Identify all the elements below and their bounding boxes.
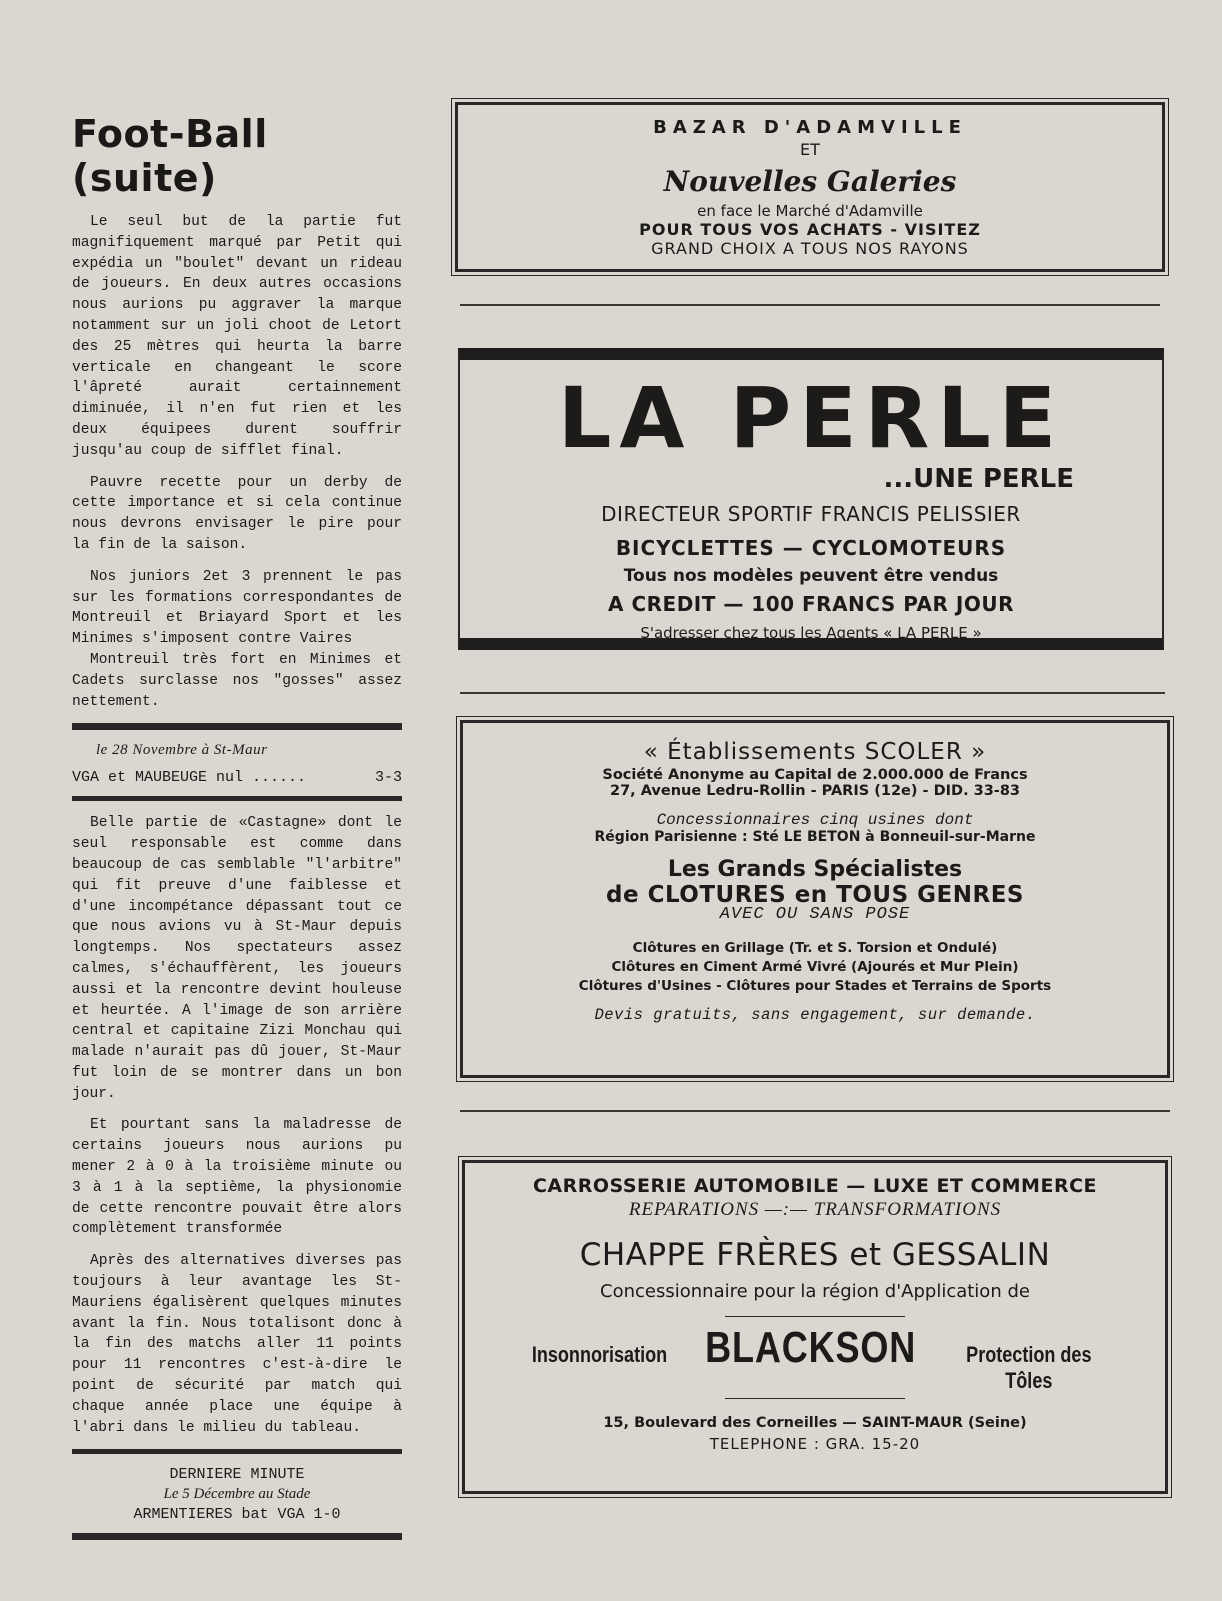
match-result: VGA et MAUBEUGE nul ...... — [72, 769, 307, 787]
ad-text: Clôtures d'Usines - Clôtures pour Stades et Terrains de Sports — [578, 978, 1052, 994]
ad-scoler — [460, 720, 1170, 1078]
ad-text: Concessionnaires cinq usines dont — [656, 811, 974, 829]
ad-text: Clôtures en Grillage (Tr. et S. Torsion et Ondulé) — [632, 940, 998, 956]
ad-separator — [460, 692, 1165, 694]
last-minute-result: ARMENTIERES bat VGA 1-0 — [133, 1506, 341, 1524]
section-divider — [72, 1449, 402, 1454]
ad-brand: LA PERLE — [557, 369, 1065, 467]
ad-text: GRAND CHOIX A TOUS NOS RAYONS — [651, 239, 969, 258]
ad-text: POUR TOUS VOS ACHATS - VISITEZ — [639, 220, 981, 239]
match-score: 3-3 — [374, 769, 402, 787]
article-headline: Foot-Ball (suite) — [72, 112, 268, 200]
ad-la-perle — [458, 348, 1164, 650]
article-column — [72, 112, 402, 1552]
section-divider — [72, 796, 402, 801]
match-heading: le 28 Novembre à St-Maur — [96, 742, 268, 759]
ad-product-left: Insonnorisation — [531, 1342, 668, 1367]
ad-product-right: Protection des Tôles — [966, 1342, 1092, 1393]
ad-text: REPARATIONS —:— TRANSFORMATIONS — [628, 1199, 1002, 1220]
article-paragraph: Nos juniors 2et 3 prennent le pas sur les formations correspondantes de Montreuil et Briayard Sport et les Minimes s'imposent contre Vaires — [72, 568, 402, 648]
ad-text: ET — [800, 140, 820, 159]
section-divider — [72, 1533, 402, 1540]
ad-chappe-freres — [462, 1160, 1168, 1494]
ad-headline: Les Grands Spécialistes — [667, 857, 963, 882]
article-paragraph: Pauvre recette pour un derby de cette importance et si cela continue nous devrons envisager le pire pour la fin de la saison. — [72, 474, 402, 553]
last-minute-date: Le 5 Décembre au Stade — [163, 1486, 311, 1503]
ad-text: A CREDIT — 100 FRANCS PAR JOUR — [608, 592, 1014, 616]
ad-text: Tous nos modèles peuvent être vendus — [623, 566, 999, 586]
ad-text: Clôtures en Ciment Armé Vivré (Ajourés et Mur Plein) — [611, 959, 1019, 975]
ad-phone: TELEPHONE : GRA. 15-20 — [709, 1435, 921, 1453]
article-paragraph: Montreuil très fort en Minimes et Cadets surclasse nos "gosses" assez nettement. — [72, 651, 402, 710]
ad-bazar-adamville — [455, 102, 1165, 272]
section-divider — [72, 723, 402, 730]
ad-text: Concessionnaire pour la région d'Application de — [600, 1281, 1030, 1302]
ad-text: AVEC OU SANS POSE — [719, 905, 911, 924]
ad-text: Devis gratuits, sans engagement, sur demande. — [594, 1006, 1036, 1024]
match-result-line — [72, 769, 402, 786]
ad-rule — [725, 1398, 905, 1399]
ad-text: S'adresser chez tous les Agents « LA PERLE » — [640, 624, 982, 642]
ad-product-row — [465, 1317, 1165, 1394]
ad-text: en face le Marché d'Adamville — [697, 202, 923, 220]
ad-text: CARROSSERIE AUTOMOBILE — LUXE ET COMMERCE — [532, 1175, 1098, 1197]
last-minute-title: DERNIERE MINUTE — [169, 1466, 305, 1484]
ad-text: BICYCLETTES — CYCLOMOTEURS — [615, 536, 1007, 560]
ad-headline: de CLOTURES en TOUS GENRES — [606, 882, 1024, 908]
ad-text: Région Parisienne : Sté LE BETON à Bonneuil-sur-Marne — [594, 829, 1036, 845]
ad-tagline: ...UNE PERLE — [883, 464, 1074, 494]
ad-brand: Nouvelles Galeries — [663, 165, 957, 198]
ad-brand: « Établissements SCOLER » — [643, 739, 987, 765]
ad-product-brand: BLACKSON — [705, 1323, 917, 1372]
article-paragraph: Le seul but de la partie fut magnifiquement marqué par Petit qui expédia un "boulet" devant un rideau de joueurs. En deux autres occasions nous aurions pu aggraver la marque notamment sur un joli choot de Letort des 25 mètres qui heurta la barre verticale en changeant le score l'âpreté aurait certainnement diminuée, il n'en fut rien et les deux équipees durent souffrir jusqu'au coup de sifflet final. — [72, 214, 402, 459]
ad-address: 15, Boulevard des Corneilles — SAINT-MAUR (Seine) — [603, 1415, 1027, 1431]
article-paragraph: Et pourtant sans la maladresse de certains joueurs nous aurions pu mener 2 à 0 à la troisième minute ou 3 à 1 à la septième, la physionomie de cette rencontre pouvait être alors complètement transformée — [72, 1117, 402, 1238]
ad-brand: CHAPPE FRÈRES et GESSALIN — [579, 1237, 1051, 1273]
ad-text: DIRECTEUR SPORTIF FRANCIS PELISSIER — [601, 502, 1021, 526]
ad-text: Société Anonyme au Capital de 2.000.000 de Francs — [602, 767, 1028, 783]
ad-separator — [460, 304, 1160, 306]
ad-title: BAZAR D'ADAMVILLE — [653, 117, 967, 138]
ad-address: 27, Avenue Ledru-Rollin - PARIS (12e) - DID. 33-83 — [609, 783, 1021, 799]
article-paragraph: Après des alternatives diverses pas toujours à leur avantage les St-Mauriens égalisèrent quelques minutes avant la fin. Nous totalisont donc à la fin des matchs aller 11 points pour 11 rencontres c'est-à-dire le point de sécurité par match qui chaque année place une équipe à l'abri dans le milieu du tableau. — [72, 1253, 402, 1436]
ad-separator — [460, 1110, 1170, 1112]
article-paragraph: Belle partie de «Castagne» dont le seul responsable est comme dans beaucoup de cas semblable "l'arbitre" qui fit preuve d'une faiblesse et d'une incompétance dépassant tout ce que nous avions vu à St-Maur depuis longtemps. Nos spectateurs assez calmes, s'échauffèrent, les joueurs aussi et la rencontre devint houleuse et heurtée. A l'image de son arrière central et capitaine Zizi Monchau qui malade n'aurait pas dû jouer, St-Maur fut loin de se montrer dans un bon jour. — [72, 815, 402, 1102]
